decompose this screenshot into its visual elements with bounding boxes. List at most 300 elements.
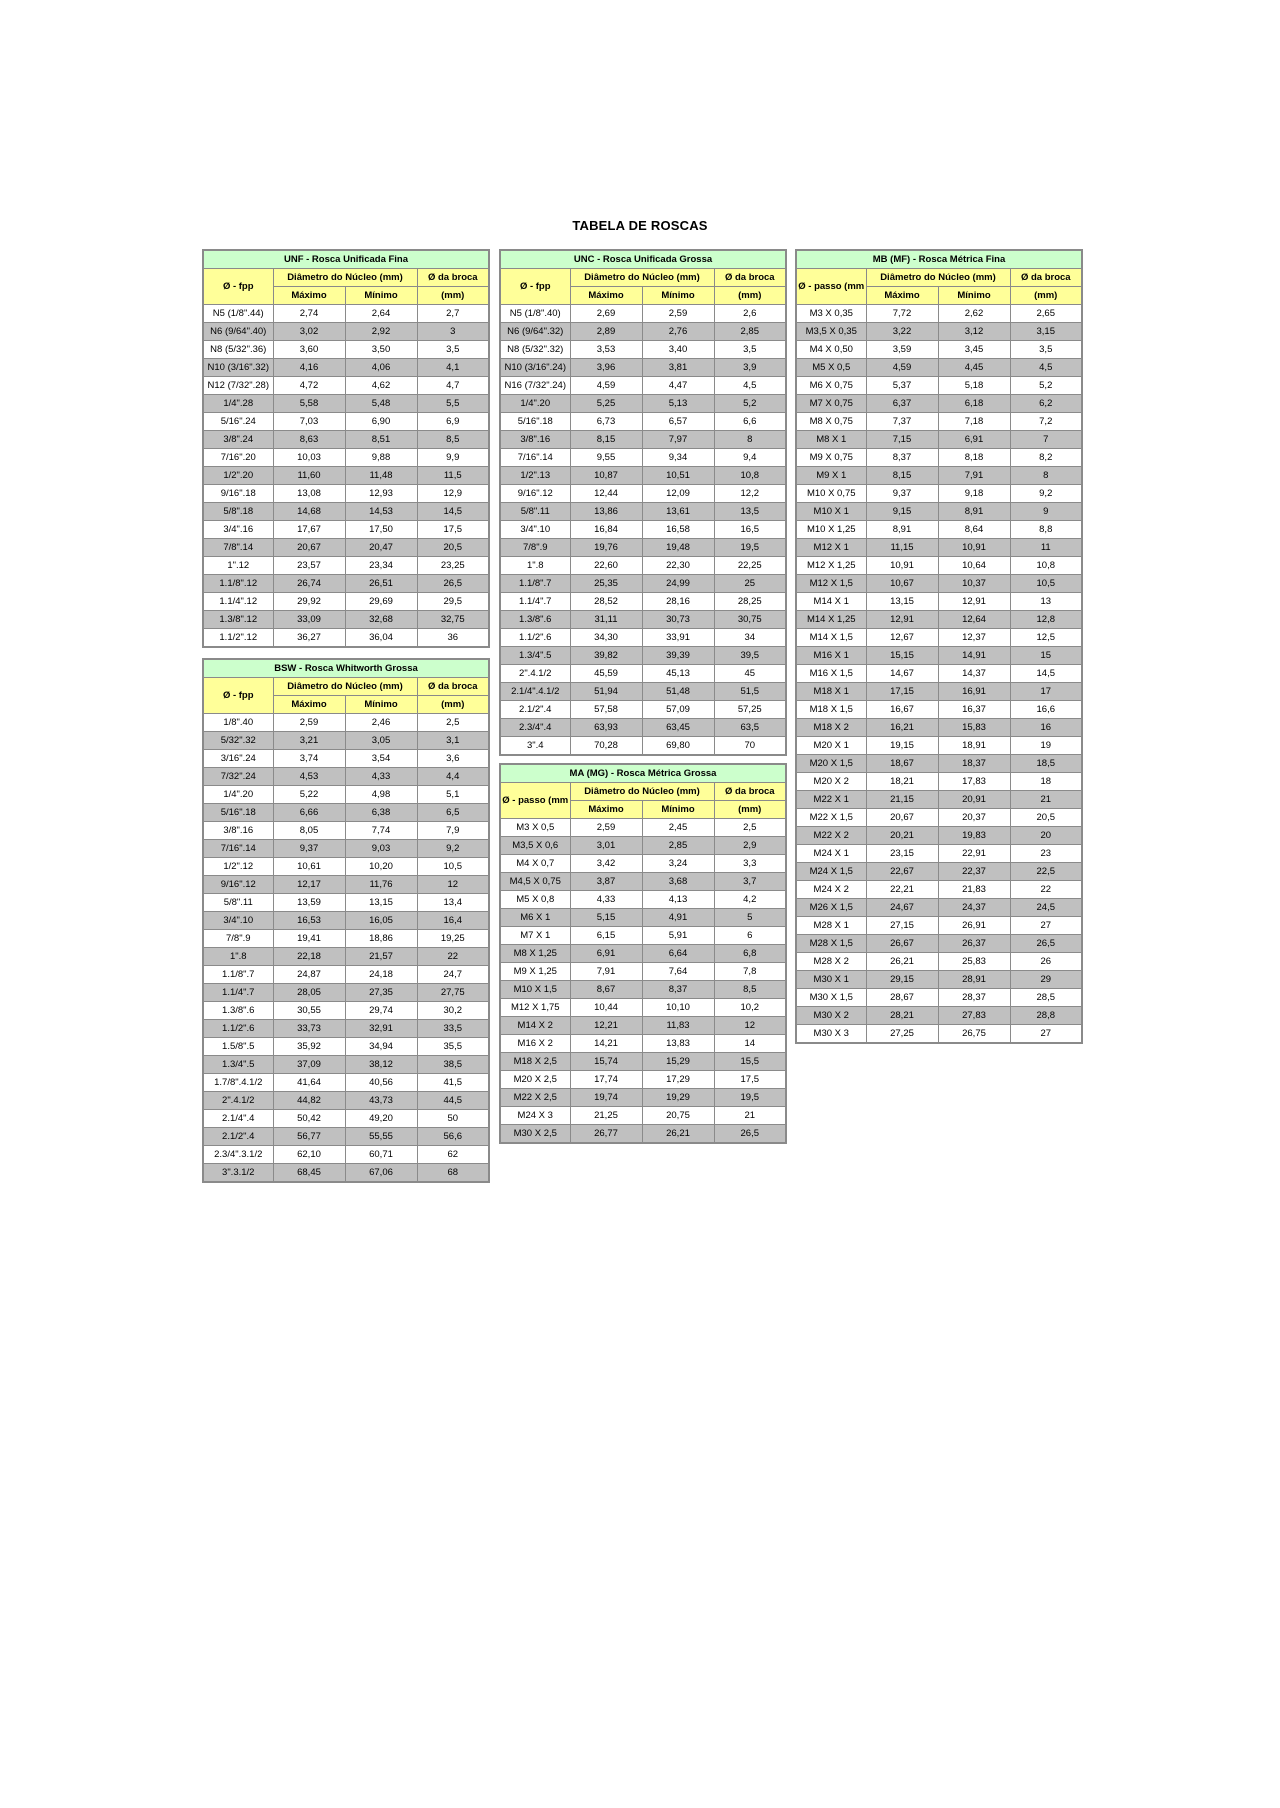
drill-value: 29 — [1010, 971, 1082, 989]
thread-size: M4 X 0,7 — [500, 855, 570, 873]
min-value: 55,55 — [345, 1128, 417, 1146]
thread-size: N12 (7/32".28) — [203, 377, 273, 395]
min-value: 51,48 — [642, 683, 714, 701]
table-row — [796, 467, 1082, 485]
table-row — [796, 539, 1082, 557]
table-row — [796, 377, 1082, 395]
drill-value: 4,2 — [714, 891, 786, 909]
thread-size: 1.1/8".7 — [500, 575, 570, 593]
drill-value: 12,9 — [417, 485, 489, 503]
min-value: 19,83 — [938, 827, 1010, 845]
table-row — [500, 665, 786, 683]
min-value: 17,50 — [345, 521, 417, 539]
thread-size: 1.1/8".12 — [203, 575, 273, 593]
max-value: 5,58 — [273, 395, 345, 413]
table-row — [203, 876, 489, 894]
thread-size: N10 (3/16".32) — [203, 359, 273, 377]
drill-value: 2,85 — [714, 323, 786, 341]
table-row — [203, 930, 489, 948]
table-row — [203, 804, 489, 822]
table-row — [203, 449, 489, 467]
thread-size: N6 (9/64".40) — [203, 323, 273, 341]
thread-size: 1.3/4".5 — [203, 1056, 273, 1074]
drill-value: 6 — [714, 927, 786, 945]
drill-value: 3,15 — [1010, 323, 1082, 341]
max-value: 9,37 — [866, 485, 938, 503]
thread-size: M3,5 X 0,35 — [796, 323, 866, 341]
max-value: 22,67 — [866, 863, 938, 881]
page-title: TABELA DE ROSCAS — [572, 218, 708, 233]
max-value: 3,96 — [570, 359, 642, 377]
table-row — [203, 593, 489, 611]
drill-value: 3,3 — [714, 855, 786, 873]
max-header: Máximo — [273, 287, 345, 305]
drill-value: 13,4 — [417, 894, 489, 912]
max-value: 33,73 — [273, 1020, 345, 1038]
drill-value: 14,5 — [1010, 665, 1082, 683]
drill-value: 30,75 — [714, 611, 786, 629]
unc-table — [499, 249, 787, 756]
thread-size: 3".3.1/2 — [203, 1164, 273, 1183]
max-value: 12,17 — [273, 876, 345, 894]
table-row — [796, 575, 1082, 593]
table-row — [500, 359, 786, 377]
drill-value: 45 — [714, 665, 786, 683]
min-value: 8,64 — [938, 521, 1010, 539]
min-value: 16,91 — [938, 683, 1010, 701]
max-value: 29,92 — [273, 593, 345, 611]
drill-value: 18,5 — [1010, 755, 1082, 773]
thread-size: 5/8".18 — [203, 503, 273, 521]
table-row — [796, 809, 1082, 827]
max-value: 2,59 — [570, 819, 642, 837]
thread-size: M18 X 1 — [796, 683, 866, 701]
drill-value: 12,8 — [1010, 611, 1082, 629]
max-value: 44,82 — [273, 1092, 345, 1110]
max-header: Máximo — [570, 287, 642, 305]
drill-value: 3,5 — [1010, 341, 1082, 359]
table-row — [796, 791, 1082, 809]
drill-value: 20 — [1010, 827, 1082, 845]
drill-unit-header: (mm) — [417, 696, 489, 714]
thread-size: M10 X 0,75 — [796, 485, 866, 503]
table-row — [500, 611, 786, 629]
max-value: 8,15 — [866, 467, 938, 485]
thread-size: M12 X 1,25 — [796, 557, 866, 575]
drill-value: 33,5 — [417, 1020, 489, 1038]
min-value: 4,06 — [345, 359, 417, 377]
table-row — [500, 539, 786, 557]
thread-size: 3".4 — [500, 737, 570, 756]
table-row — [500, 683, 786, 701]
drill-value: 3,1 — [417, 732, 489, 750]
drill-value: 8,8 — [1010, 521, 1082, 539]
table-row — [500, 855, 786, 873]
table-row — [500, 1125, 786, 1144]
max-value: 7,37 — [866, 413, 938, 431]
min-value: 34,94 — [345, 1038, 417, 1056]
drill-unit-header: (mm) — [417, 287, 489, 305]
max-value: 12,67 — [866, 629, 938, 647]
max-value: 28,67 — [866, 989, 938, 1007]
drill-value: 2,5 — [417, 714, 489, 732]
max-value: 70,28 — [570, 737, 642, 756]
min-value: 2,45 — [642, 819, 714, 837]
table-row — [500, 341, 786, 359]
min-value: 2,85 — [642, 837, 714, 855]
min-value: 3,68 — [642, 873, 714, 891]
table-row — [203, 575, 489, 593]
thread-size: N8 (5/32".36) — [203, 341, 273, 359]
drill-unit-header: (mm) — [714, 287, 786, 305]
max-value: 10,91 — [866, 557, 938, 575]
thread-size: 1".8 — [500, 557, 570, 575]
table-row — [203, 503, 489, 521]
table-row — [796, 413, 1082, 431]
thread-size: M24 X 3 — [500, 1107, 570, 1125]
table-row — [500, 819, 786, 837]
thread-size: 1.3/4".5 — [500, 647, 570, 665]
thread-size: 1.1/2".6 — [203, 1020, 273, 1038]
thread-size: M28 X 2 — [796, 953, 866, 971]
drill-value: 9 — [1010, 503, 1082, 521]
thread-size: 9/16".12 — [500, 485, 570, 503]
max-value: 5,37 — [866, 377, 938, 395]
drill-value: 23,25 — [417, 557, 489, 575]
drill-value: 4,5 — [714, 377, 786, 395]
min-value: 24,99 — [642, 575, 714, 593]
table-row — [500, 737, 786, 756]
table-row — [796, 611, 1082, 629]
min-value: 12,64 — [938, 611, 1010, 629]
max-value: 7,91 — [570, 963, 642, 981]
core-diameter-header: Diâmetro do Núcleo (mm) — [570, 269, 714, 287]
max-value: 17,15 — [866, 683, 938, 701]
table-row — [500, 449, 786, 467]
thread-size: 1/4".20 — [500, 395, 570, 413]
max-value: 36,27 — [273, 629, 345, 648]
drill-value: 9,2 — [417, 840, 489, 858]
max-value: 62,10 — [273, 1146, 345, 1164]
thread-size: 3/8".24 — [203, 431, 273, 449]
drill-value: 6,2 — [1010, 395, 1082, 413]
table-row — [796, 557, 1082, 575]
thread-size: M30 X 3 — [796, 1025, 866, 1044]
drill-value: 3,6 — [417, 750, 489, 768]
table-title-row — [203, 659, 489, 678]
min-value: 3,40 — [642, 341, 714, 359]
min-value: 15,83 — [938, 719, 1010, 737]
thread-size: M26 X 1,5 — [796, 899, 866, 917]
max-value: 51,94 — [570, 683, 642, 701]
thread-size: 5/32".32 — [203, 732, 273, 750]
thread-size: M3 X 0,5 — [500, 819, 570, 837]
drill-value: 12,2 — [714, 485, 786, 503]
table-title: UNF - Rosca Unificada Fina — [203, 250, 489, 269]
table-row — [500, 521, 786, 539]
min-value: 18,86 — [345, 930, 417, 948]
min-value: 16,37 — [938, 701, 1010, 719]
drill-value: 26 — [1010, 953, 1082, 971]
table-row — [500, 395, 786, 413]
thread-size: M6 X 1 — [500, 909, 570, 927]
thread-size: 5/8".11 — [203, 894, 273, 912]
min-value: 12,91 — [938, 593, 1010, 611]
max-value: 10,87 — [570, 467, 642, 485]
min-value: 26,37 — [938, 935, 1010, 953]
thread-size: M14 X 2 — [500, 1017, 570, 1035]
thread-size: M8 X 1 — [796, 431, 866, 449]
min-value: 49,20 — [345, 1110, 417, 1128]
table-row — [203, 732, 489, 750]
thread-size: 5/16".18 — [500, 413, 570, 431]
max-value: 10,67 — [866, 575, 938, 593]
min-value: 5,48 — [345, 395, 417, 413]
max-value: 8,05 — [273, 822, 345, 840]
min-value: 2,92 — [345, 323, 417, 341]
min-value: 27,35 — [345, 984, 417, 1002]
table-row — [500, 999, 786, 1017]
min-value: 67,06 — [345, 1164, 417, 1183]
min-value: 57,09 — [642, 701, 714, 719]
thread-size-header: Ø - fpp — [203, 269, 273, 305]
min-value: 6,18 — [938, 395, 1010, 413]
table-header-row — [500, 783, 786, 801]
min-value: 3,12 — [938, 323, 1010, 341]
min-value: 39,39 — [642, 647, 714, 665]
drill-value: 11,5 — [417, 467, 489, 485]
min-value: 29,74 — [345, 1002, 417, 1020]
drill-value: 70 — [714, 737, 786, 756]
thread-size: 5/8".11 — [500, 503, 570, 521]
min-header: Mínimo — [938, 287, 1010, 305]
drill-value: 19 — [1010, 737, 1082, 755]
max-value: 3,59 — [866, 341, 938, 359]
table-title: UNC - Rosca Unificada Grossa — [500, 250, 786, 269]
thread-size: 1".12 — [203, 557, 273, 575]
table-row — [500, 503, 786, 521]
thread-size: 1.1/2".6 — [500, 629, 570, 647]
table-row — [203, 1020, 489, 1038]
max-value: 13,59 — [273, 894, 345, 912]
min-value: 3,45 — [938, 341, 1010, 359]
max-value: 17,74 — [570, 1071, 642, 1089]
thread-size: 1/2".13 — [500, 467, 570, 485]
max-value: 16,67 — [866, 701, 938, 719]
drill-value: 38,5 — [417, 1056, 489, 1074]
drill-value: 68 — [417, 1164, 489, 1183]
thread-size: M22 X 2 — [796, 827, 866, 845]
drill-value: 7 — [1010, 431, 1082, 449]
thread-size: M3 X 0,35 — [796, 305, 866, 323]
thread-size: 1/2".12 — [203, 858, 273, 876]
min-value: 32,68 — [345, 611, 417, 629]
thread-size: 1/4".20 — [203, 786, 273, 804]
min-value: 10,37 — [938, 575, 1010, 593]
min-value: 17,29 — [642, 1071, 714, 1089]
min-value: 16,58 — [642, 521, 714, 539]
thread-size: 7/16".14 — [500, 449, 570, 467]
max-value: 10,61 — [273, 858, 345, 876]
drill-value: 24,7 — [417, 966, 489, 984]
thread-size: M12 X 1,5 — [796, 575, 866, 593]
table-row — [796, 305, 1082, 323]
min-value: 10,10 — [642, 999, 714, 1017]
min-value: 10,20 — [345, 858, 417, 876]
min-value: 60,71 — [345, 1146, 417, 1164]
thread-size: 1.1/4".7 — [500, 593, 570, 611]
mb-table — [795, 249, 1083, 1044]
table-row — [203, 323, 489, 341]
table-row — [203, 894, 489, 912]
max-value: 39,82 — [570, 647, 642, 665]
table-row — [203, 341, 489, 359]
min-value: 4,45 — [938, 359, 1010, 377]
table-row — [500, 485, 786, 503]
min-value: 13,61 — [642, 503, 714, 521]
max-value: 24,87 — [273, 966, 345, 984]
min-value: 29,69 — [345, 593, 417, 611]
thread-size: M16 X 1,5 — [796, 665, 866, 683]
min-header: Mínimo — [345, 696, 417, 714]
min-value: 9,88 — [345, 449, 417, 467]
max-value: 24,67 — [866, 899, 938, 917]
drill-value: 10,5 — [417, 858, 489, 876]
table-row — [796, 917, 1082, 935]
min-value: 20,47 — [345, 539, 417, 557]
max-value: 13,15 — [866, 593, 938, 611]
drill-value: 5,1 — [417, 786, 489, 804]
drill-value: 6,6 — [714, 413, 786, 431]
drill-value: 8,5 — [417, 431, 489, 449]
min-value: 28,37 — [938, 989, 1010, 1007]
min-value: 63,45 — [642, 719, 714, 737]
max-value: 3,21 — [273, 732, 345, 750]
max-value: 10,44 — [570, 999, 642, 1017]
min-value: 14,91 — [938, 647, 1010, 665]
drill-value: 34 — [714, 629, 786, 647]
max-value: 13,08 — [273, 485, 345, 503]
max-value: 26,67 — [866, 935, 938, 953]
thread-size: 1".8 — [203, 948, 273, 966]
min-value: 69,80 — [642, 737, 714, 756]
thread-size: M10 X 1 — [796, 503, 866, 521]
drill-value: 4,4 — [417, 768, 489, 786]
table-row — [203, 377, 489, 395]
drill-value: 10,2 — [714, 999, 786, 1017]
min-value: 15,29 — [642, 1053, 714, 1071]
min-value: 20,37 — [938, 809, 1010, 827]
min-value: 38,12 — [345, 1056, 417, 1074]
drill-value: 5,2 — [1010, 377, 1082, 395]
min-value: 10,91 — [938, 539, 1010, 557]
min-header: Mínimo — [642, 801, 714, 819]
max-value: 68,45 — [273, 1164, 345, 1183]
thread-size: M10 X 1,5 — [500, 981, 570, 999]
drill-value: 30,2 — [417, 1002, 489, 1020]
table-row — [500, 413, 786, 431]
thread-size: M4,5 X 0,75 — [500, 873, 570, 891]
max-value: 12,91 — [866, 611, 938, 629]
thread-size: M22 X 1,5 — [796, 809, 866, 827]
table-row — [203, 413, 489, 431]
min-value: 12,37 — [938, 629, 1010, 647]
min-value: 18,91 — [938, 737, 1010, 755]
thread-size: M24 X 2 — [796, 881, 866, 899]
drill-value: 3,5 — [714, 341, 786, 359]
drill-value: 14 — [714, 1035, 786, 1053]
drill-value: 14,5 — [417, 503, 489, 521]
table-row — [796, 737, 1082, 755]
min-value: 2,46 — [345, 714, 417, 732]
thread-size: M12 X 1,75 — [500, 999, 570, 1017]
table-row — [203, 1128, 489, 1146]
min-value: 20,75 — [642, 1107, 714, 1125]
min-value: 8,37 — [642, 981, 714, 999]
min-value: 13,15 — [345, 894, 417, 912]
thread-size: 7/8".9 — [203, 930, 273, 948]
drill-value: 9,9 — [417, 449, 489, 467]
drill-value: 19,5 — [714, 1089, 786, 1107]
max-value: 8,91 — [866, 521, 938, 539]
drill-value: 22,25 — [714, 557, 786, 575]
table-row — [203, 1110, 489, 1128]
min-value: 3,50 — [345, 341, 417, 359]
min-value: 27,83 — [938, 1007, 1010, 1025]
table-row — [796, 773, 1082, 791]
drill-value: 26,5 — [1010, 935, 1082, 953]
min-value: 22,91 — [938, 845, 1010, 863]
min-value: 26,51 — [345, 575, 417, 593]
drill-value: 26,5 — [417, 575, 489, 593]
table-row — [500, 323, 786, 341]
drill-value: 4,7 — [417, 377, 489, 395]
min-value: 20,91 — [938, 791, 1010, 809]
thread-size: M14 X 1,25 — [796, 611, 866, 629]
thread-size: M5 X 0,5 — [796, 359, 866, 377]
min-value: 9,18 — [938, 485, 1010, 503]
table-row — [203, 912, 489, 930]
thread-size-header: Ø - passo (mm — [500, 783, 570, 819]
max-value: 4,59 — [866, 359, 938, 377]
thread-size: M14 X 1 — [796, 593, 866, 611]
thread-size: M16 X 2 — [500, 1035, 570, 1053]
min-value: 2,64 — [345, 305, 417, 323]
thread-size: N5 (1/8".40) — [500, 305, 570, 323]
table-row — [203, 611, 489, 629]
max-value: 41,64 — [273, 1074, 345, 1092]
drill-value: 50 — [417, 1110, 489, 1128]
drill-value: 2,5 — [714, 819, 786, 837]
table-row — [203, 431, 489, 449]
min-value: 21,83 — [938, 881, 1010, 899]
max-value: 2,69 — [570, 305, 642, 323]
max-value: 3,60 — [273, 341, 345, 359]
thread-size: M8 X 1,25 — [500, 945, 570, 963]
table-row — [203, 822, 489, 840]
max-value: 8,63 — [273, 431, 345, 449]
table-row — [203, 858, 489, 876]
table-row — [500, 1089, 786, 1107]
table-row — [796, 863, 1082, 881]
max-value: 13,86 — [570, 503, 642, 521]
max-value: 16,84 — [570, 521, 642, 539]
thread-size-header: Ø - fpp — [203, 678, 273, 714]
max-value: 6,91 — [570, 945, 642, 963]
drill-value: 2,7 — [417, 305, 489, 323]
drill-value: 13,5 — [714, 503, 786, 521]
drill-value: 23 — [1010, 845, 1082, 863]
